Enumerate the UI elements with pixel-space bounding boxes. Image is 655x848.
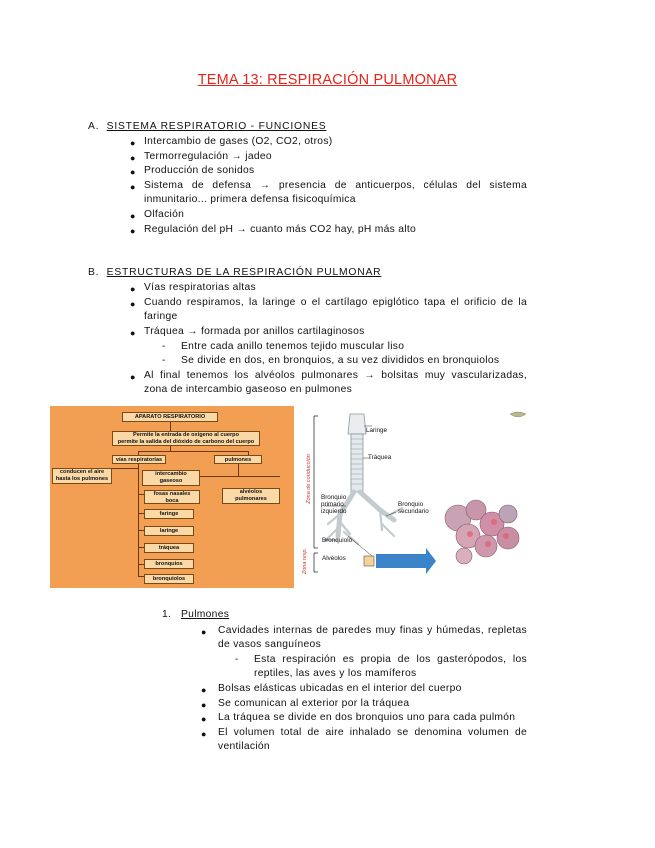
label-bronquio-primario [321,494,347,515]
bullet-icon: ● [130,299,136,309]
page-title: TEMA 13: RESPIRACIÓN PULMONAR [197,72,458,88]
list-item: Tráquea → formada por anillos cartilaginosos [144,326,365,337]
diagram-function-line1: Permite la entrada de oxígeno al cuerpo [132,432,239,438]
bullet-icon: ● [130,284,136,294]
list-item: Termorregulación → jadeo [144,151,272,162]
diagram-fosas-line2: boca [165,497,179,504]
label-zona-conduccion: Zona de conducción [306,454,312,504]
bullet-icon: ● [130,167,136,177]
diagram-fosas-line1: fosas nasales [153,491,191,497]
section-a-heading [88,121,326,132]
list-item: La tráquea se divide en dos bronquios uno para cada pulmón [218,712,516,723]
section-b-title: ESTRUCTURAS DE LA RESPIRACIÓN PULMONAR [106,267,382,278]
label-bronquio-primario-line1: Bronquio [321,494,347,501]
list-item-continuation: ventilación [218,741,270,752]
bullet-icon: ● [201,685,207,695]
label-traquea: Tráquea [368,454,392,461]
diagram-vias-box: vías respiratorias [112,455,166,464]
label-bronquio-secundario [398,501,429,515]
sub-list-item: Esta respiración es propia de los gasterópodos, los [254,654,527,665]
bullet-icon: ● [130,182,136,192]
diagram-alveolos-box [222,488,280,504]
subsection-number: 1. [162,609,172,620]
diagram-bronquios-box: bronquios [144,559,194,569]
list-item: Cuando respiramos, la laringe o el cartílago epiglótico tapa el orificio de la [144,297,527,308]
sub-list-item: Entre cada anillo tenemos tejido muscular liso [181,341,405,352]
label-bronquiolo: Bronquiolo [322,537,353,544]
diagram-function-line2: permite la salida del dióxido de carbono del cuerpo [117,438,255,445]
label-alveolos: Alvéolos [322,555,346,562]
diagram-intercambio-box [142,470,200,486]
bullet-icon: ● [130,153,136,163]
diagram-alveolos-line2: pulmonares [235,495,267,502]
list-item: Al final tenemos los alvéolos pulmonares → bolsitas muy vascularizadas, [144,370,527,381]
section-a-title: SISTEMA RESPIRATORIO - FUNCIONES [106,121,327,132]
bullet-icon: ● [201,714,207,724]
label-bronquio-sec-line1: Bronquio [398,501,424,508]
diagram-intercambio-line1: intercambio [155,471,187,477]
dash-icon: - [235,654,239,665]
bullet-icon: ● [130,138,136,148]
sub-list-item: Se divide en dos, en bronquios, a su vez divididos en bronquiolos [181,355,500,366]
diagram-alveolos-line1: alvéolos [239,489,263,495]
list-item: Intercambio de gases (O2, CO2, otros) [144,136,333,147]
bullet-icon: ● [201,700,207,710]
diagram-conducen-line2: hasta los pulmones [55,475,109,482]
bullet-icon: ● [130,328,136,338]
list-item: Olfación [144,209,185,220]
section-a-letter: A. [88,121,100,132]
bullet-icon: ● [201,627,207,637]
list-item: Producción de sonidos [144,165,255,176]
diagram-pulmones-box: pulmones [214,455,262,464]
bullet-icon: ● [130,372,136,382]
list-item: Vías respiratorias altas [144,282,256,293]
dash-icon: - [162,355,166,366]
diagram-function-box [112,431,260,446]
respiratory-concept-diagram [50,406,294,588]
label-bronquio-sec-line2: secundario [398,508,429,515]
subsection-heading: Pulmones [181,609,230,620]
diagram-bronquiolos-box: bronquiolos [144,574,194,584]
respiratory-anatomy-figure [298,406,530,576]
diagram-root-box: APARATO RESPIRATORIO [122,412,218,422]
bullet-icon: ● [130,226,136,236]
list-item-continuation: faringe [144,311,178,322]
label-zona-respiratoria: Zona resp. [302,547,308,575]
diagram-intercambio-line2: gaseoso [159,477,183,484]
list-item: El volumen total de aire inhalado se denomina volumen de [218,727,527,738]
list-item-continuation: inmunitario... primera defensa fisicoquímica [144,194,356,205]
list-item: Se comunican al exterior por la tráquea [218,698,410,709]
label-laringe: Laringe [366,427,388,434]
list-item: Sistema de defensa → presencia de anticuerpos, células del sistema [144,180,527,191]
list-item: Regulación del pH → cuanto más CO2 hay, pH más alto [144,224,417,235]
diagram-faringe-box: faringe [144,509,194,519]
section-b-heading [88,267,381,278]
list-item: Bolsas elásticas ubicadas en el interior del cuerpo [218,683,462,694]
sub-list-item-continuation: reptiles, las aves y los mamíferos [254,668,417,679]
list-item: Cavidades internas de paredes muy finas y húmedas, repletas [218,625,527,636]
dash-icon: - [162,341,166,352]
anatomy-illustration [298,406,530,576]
section-b-letter: B. [88,267,100,278]
bullet-icon: ● [130,211,136,221]
diagram-fosas-box [144,490,200,504]
diagram-conducen-box [52,468,112,484]
label-bronquio-primario-line2: primario [321,501,344,508]
label-bronquio-primario-line3: izquierdo [321,508,347,515]
list-item-continuation: zona de intercambio gaseoso en pulmones [144,384,353,395]
bullet-icon: ● [201,729,207,739]
diagram-conducen-line1: conducen el aire [59,469,105,475]
diagram-traquea-box: tráquea [144,543,194,553]
diagram-laringe-box: laringe [144,526,194,536]
list-item-continuation: de vasos sanguíneos [218,639,322,650]
